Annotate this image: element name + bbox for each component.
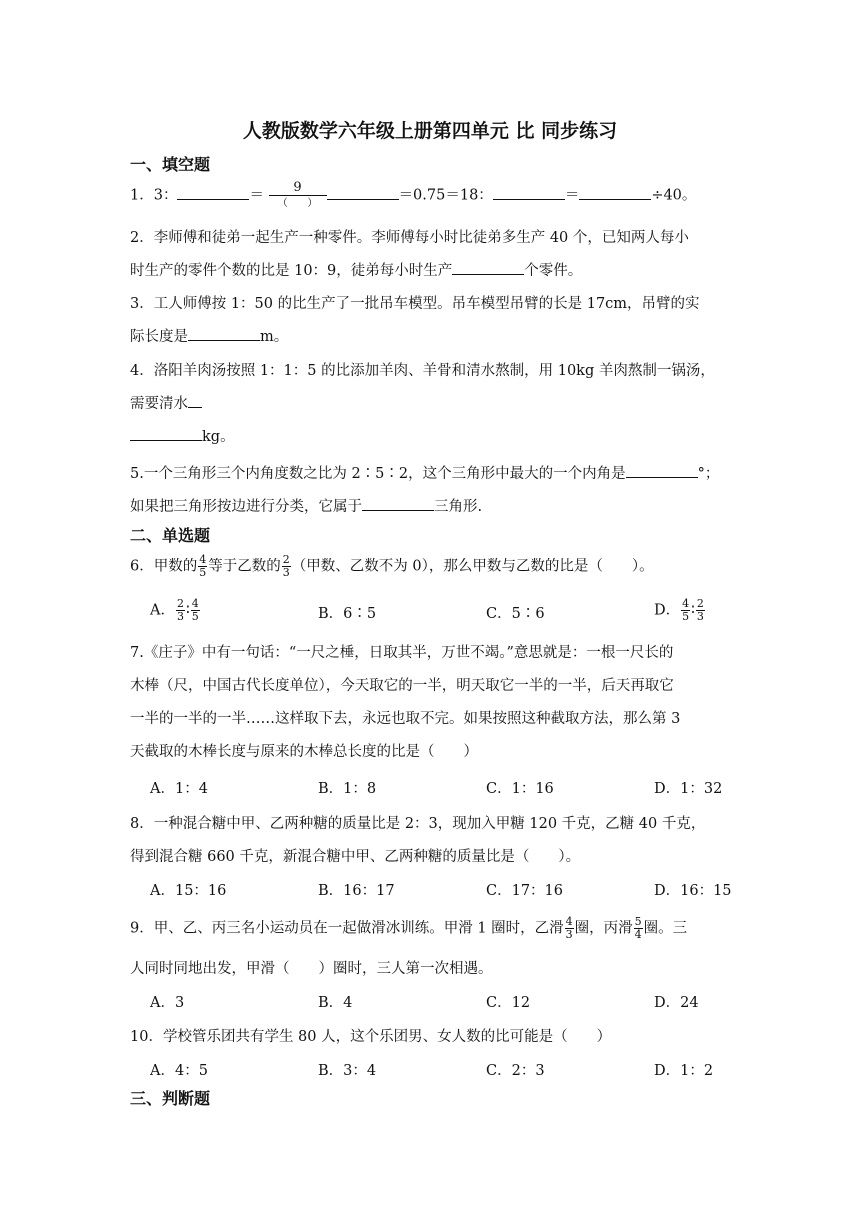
q10-option-b[interactable]: B．3：4 [318, 1063, 377, 1079]
q9-option-c[interactable]: C．12 [486, 995, 531, 1011]
answer-blank[interactable] [188, 326, 260, 341]
question-5-line-2: 如果把三角形按边进行分类，它属于 三角形. [130, 495, 482, 516]
section-heading-choice: 二、单选题 [130, 526, 211, 545]
answer-blank[interactable] [579, 185, 651, 200]
q8-option-c[interactable]: C．17：16 [486, 883, 563, 899]
question-5-line-1: 5.一个三角形三个内角度数之比为 2∶5∶2，这个三角形中最大的一个内角是 °； [130, 462, 719, 483]
question-6: 6．甲数的 $\frac{4}{5}$ 等于乙数的 $\frac{2}{3}$ （甲数、乙数不为 0），那么甲数与乙数的比是（ ）。 [130, 553, 654, 579]
answer-blank[interactable] [177, 185, 249, 200]
question-7-line-1: 7.《庄子》中有一句话：“一尺之棰，日取其半，万世不竭。”意思就是：一根一尺长的 [130, 645, 674, 661]
answer-blank[interactable] [130, 426, 202, 441]
q6-option-d[interactable]: D． $\frac{4}{5}$ ∶ $\frac{2}{3}$ [654, 597, 704, 623]
page-title: 人教版数学六年级上册第四单元 比 同步练习 [242, 120, 618, 142]
q1-suffix: ÷40。 [651, 187, 697, 204]
q7-option-a[interactable]: A．1：4 [150, 781, 208, 797]
question-7-line-3: 一半的一半的一半……这样取下去，永远也取不完。如果按照这种截取方法，那么第 3 [130, 711, 681, 727]
question-2-line-2: 时生产的零件个数的比是 10：9，徒弟每小时生产 个零件。 [130, 259, 582, 280]
answer-blank[interactable] [362, 496, 434, 511]
question-8-line-1: 8．一种混合糖中甲、乙两种糖的质量比是 2：3，现加入甲糖 120 千克，乙糖 40 千克， [130, 816, 706, 832]
q9-option-b[interactable]: B．4 [318, 995, 353, 1011]
q7-option-c[interactable]: C．1：16 [486, 781, 554, 797]
q1-eq: ＝ [249, 187, 264, 204]
q7-option-b[interactable]: B．1：8 [318, 781, 377, 797]
question-2-line-1: 2．李师傅和徒弟一起生产一种零件。李师傅每小时比徒弟多生产 40 个，已知两人每小 [130, 230, 689, 246]
section-heading-fill: 一、填空题 [130, 155, 211, 174]
question-10-line-1: 10．学校管乐团共有学生 80 人，这个乐团男、女人数的比可能是（ ） [130, 1029, 612, 1045]
question-4-line-2: 需要清水 [130, 392, 202, 413]
q8-option-b[interactable]: B．16：17 [318, 883, 395, 899]
answer-blank[interactable] [452, 260, 524, 275]
question-4-line-3: kg。 [130, 425, 235, 446]
answer-blank[interactable] [626, 463, 698, 478]
answer-blank[interactable] [493, 185, 565, 200]
q10-option-d[interactable]: D．1：2 [654, 1063, 714, 1079]
question-3-line-1: 3．工人师傅按 1：50 的比生产了一批吊车模型。吊车模型吊臂的长是 17cm，吊臂的实 [130, 296, 700, 312]
q10-option-c[interactable]: C．2：3 [486, 1063, 545, 1079]
fraction: $\frac{5}{4}$ [634, 915, 642, 941]
fraction: $\frac{4}{5}$ [199, 553, 207, 579]
question-1 [130, 180, 696, 211]
q8-option-a[interactable]: A．15：16 [150, 883, 227, 899]
question-4-line-1: 4．洛阳羊肉汤按照 1：1：5 的比添加羊肉、羊骨和清水熬制，用 10kg 羊肉熬制一锅汤， [130, 363, 715, 379]
question-7-line-4: 天截取的木棒长度与原来的木棒总长度的比是（ ） [130, 744, 478, 760]
section-heading-judge: 三、判断题 [130, 1089, 211, 1108]
q1-prefix: 1．3： [130, 187, 178, 204]
question-9-line-2: 人同时同地出发，甲滑（ ）圈时，三人第一次相遇。 [130, 961, 493, 977]
answer-blank[interactable] [188, 393, 202, 408]
question-3-line-2: 际长度是 m。 [130, 325, 288, 346]
q7-option-d[interactable]: D．1：32 [654, 781, 723, 797]
q1-eq2: ＝0.75＝18： [398, 187, 493, 204]
question-9-line-1: 9．甲、乙、丙三名小运动员在一起做滑冰训练。甲滑 1 圈时，乙滑 $\frac{4}{3}$ 圈，丙滑 $\frac{5}{4}$ 圈。三 [130, 915, 688, 941]
q8-option-d[interactable]: D．16：15 [654, 883, 732, 899]
q6-option-a[interactable]: A． $\frac{2}{3}$ ∶ $\frac{4}{5}$ [150, 597, 199, 623]
q6-option-b[interactable]: B．6∶5 [318, 606, 377, 622]
question-7-line-2: 木棒（尺，中国古代长度单位），今天取它的一半，明天取它一半的一半，后天再取它 [130, 678, 674, 694]
fraction: $\frac{2}{3}$ [282, 553, 290, 579]
q1-eq3: ＝ [564, 187, 580, 204]
q10-option-a[interactable]: A．4：5 [150, 1063, 208, 1079]
q6-option-c[interactable]: C．5∶6 [486, 606, 545, 622]
q1-fraction: $\frac{9}{( )}$ [269, 180, 327, 211]
fraction: $\frac{4}{3}$ [565, 915, 573, 941]
q9-option-d[interactable]: D．24 [654, 995, 699, 1011]
answer-blank[interactable] [327, 185, 399, 200]
q9-option-a[interactable]: A．3 [150, 995, 185, 1011]
question-8-line-2: 得到混合糖 660 千克，新混合糖中甲、乙两种糖的质量比是（ ）。 [130, 849, 581, 865]
